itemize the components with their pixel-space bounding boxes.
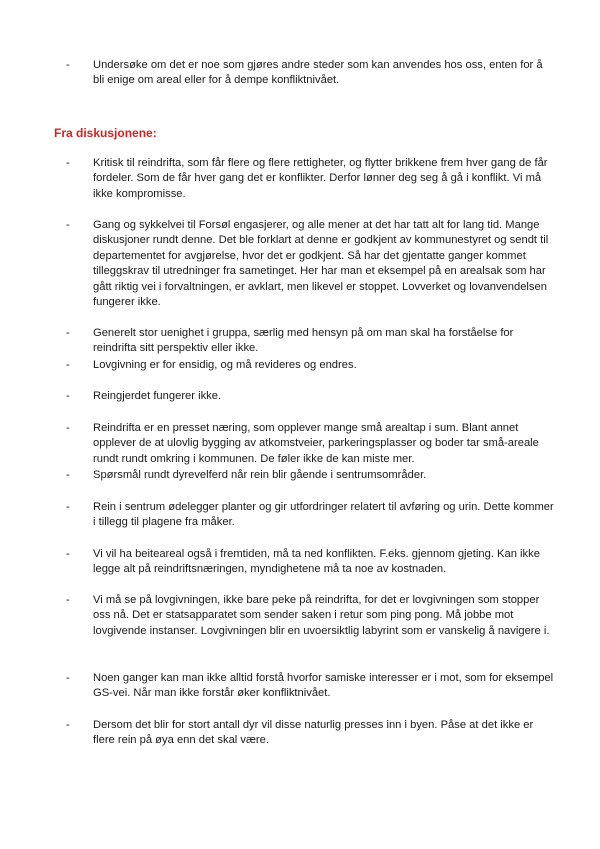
bullet-dash: - <box>66 422 70 434</box>
bullet-dash: - <box>66 390 70 402</box>
list-item-text: Kritisk til reindrifta, som får flere og flere rettigheter, og flytter brikkene frem hver gang de får fordeler. Som de får hver gang det er konflikter. Derfor lønner deg seg å gå i konflikt. Vi må ikke kompromisse. <box>93 157 548 200</box>
bullet-dash: - <box>66 359 70 371</box>
bullet-dash: - <box>66 548 70 560</box>
list-item-text: Reindrifta er en presset næring, som opplever mange små arealtap i sum. Blant annet opplever de at ulovlig bygging av atkomstveier, parkeringsplasser og boder tar små-areale rundt rundt omkring i kommunen. De føler ikke de kan miste mer. <box>93 422 539 465</box>
bullet-dash: - <box>66 157 70 169</box>
list-item-text: Dersom det blir for stort antall dyr vil disse naturlig presses inn i byen. Påse at det ikke er flere rein på øya enn det skal være. <box>93 719 534 747</box>
list-item-text: Noen ganger kan man ikke alltid forstå hvorfor samiske interesser er i mot, som for eksempel GS-vei. Når man ikke forstår øker konfliktnivået. <box>93 672 554 700</box>
list-item-text: Rein i sentrum ødelegger planter og gir utfordringer relatert til avføring og urin. Dette kommer i tillegg til plagene fra måker. <box>93 501 554 529</box>
list-item-text: Undersøke om det er noe som gjøres andre steder som kan anvendes hos oss, enten for å bli enige om areal eller for å dempe konfliktnivået. <box>93 59 543 87</box>
bullet-dash: - <box>66 469 70 481</box>
bullet-dash: - <box>66 672 70 684</box>
bullet-dash: - <box>66 594 70 606</box>
bullet-dash: - <box>66 501 70 513</box>
section-heading: Fra diskusjonene: <box>54 126 157 140</box>
list-item-text: Spørsmål rundt dyrevelferd når rein blir gående i sentrumsområder. <box>93 469 427 481</box>
list-item-text: Generelt stor uenighet i gruppa, særlig med hensyn på om man skal ha forståelse for reindrifta sitt perspektiv eller ikke. <box>93 327 514 355</box>
list-item-text: Vi vil ha beiteareal også i fremtiden, må ta ned konflikten. F.eks. gjennom gjeting. Kan ikke legge alt på reindriftsnæringen, myndighetene må ta noe av kostnaden. <box>93 548 540 576</box>
bullet-dash: - <box>66 59 70 71</box>
list-item-text: Lovgivning er for ensidig, og må revideres og endres. <box>93 359 357 371</box>
bullet-dash: - <box>66 327 70 339</box>
list-item-text: Gang og sykkelvei til Forsøl engasjerer, og alle mener at det har tatt alt for lang tid. Mange diskusjoner rundt denne. Det ble forklart at denne er godkjent av kommunestyret og sendt til departementet for avgjørelse, hvor det er godkjent. Så har det gjentatte ganger kommet tilleggskrav til utredninger fra sametinget. Her har man et eksempel på en arealsak som har gått riktig vei i forvaltningen, er avklart, men likevel er stoppet. Lovverket og lovanvendelsen fungerer ikke. <box>93 219 549 309</box>
bullet-dash: - <box>66 219 70 231</box>
bullet-dash: - <box>66 719 70 731</box>
list-item-text: Reingjerdet fungerer ikke. <box>93 390 222 402</box>
list-item-text: Vi må se på lovgivningen, ikke bare peke på reindrifta, for det er lovgivningen som stopper oss nå. Det er statsapparatet som sender saken i retur som ping pong. Må jobbe mot lovgivende instanser. Lovgivningen blir en uvoersiktlig labyrint som er vanskelig å navigere i. <box>93 594 550 637</box>
